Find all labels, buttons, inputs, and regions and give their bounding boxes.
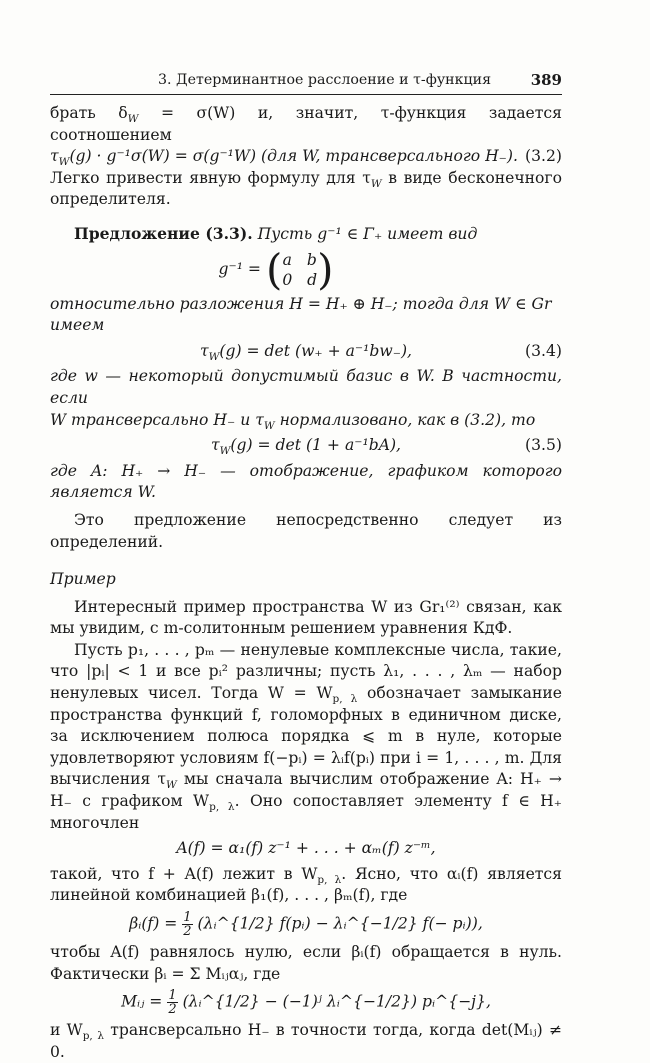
subscript: p, λ — [209, 801, 235, 814]
matrix-lhs: g⁻¹ = — [218, 259, 261, 278]
equation-M — [50, 989, 562, 1016]
subscript: p, λ — [82, 1030, 105, 1043]
text: нормализовано, как в (3.2), то — [274, 410, 536, 429]
equation-3-5 — [50, 435, 562, 457]
page-number: 389 — [530, 71, 562, 89]
matrix — [282, 250, 317, 290]
equation-text: (g) = det (1 + a⁻¹bA), — [230, 436, 402, 455]
text: обозначает замыкание пространства функций f, голоморфных в единичном диске, за исключением полюса порядка ⩽ m в нуле, которые удовлетворяют условиям f(−pᵢ) = λᵢf(pᵢ) при i = 1, . . . , m. Для вычисления τ — [50, 684, 562, 789]
text: трансверсально H₋ в точности тогда, когда det(Mᵢⱼ) ≠ 0. — [50, 1021, 562, 1061]
equation-3-4 — [50, 341, 562, 363]
fraction-half — [167, 989, 177, 1016]
equation-beta — [50, 911, 562, 938]
text: Легко привести явную формулу для τ — [50, 168, 371, 187]
matrix-b: b — [306, 250, 317, 269]
text: . Оно сопоставляет элементу f ∈ H₊ многочлен — [50, 792, 562, 832]
text: в виде бесконечного определителя. — [50, 168, 562, 209]
fraction-half — [182, 911, 192, 938]
proposition-line-6: где A: H₊ → H₋ — отображение, графиком которого является W. — [50, 461, 562, 502]
equation-text: (g) = det (w₊ + a⁻¹bw₋), — [219, 341, 413, 360]
proposition-line-5 — [50, 410, 562, 432]
tau-symbol: τ — [50, 147, 59, 166]
matrix-equation: g⁻¹ = (a b 0 d) — [218, 244, 334, 294]
matrix-d: d — [307, 270, 318, 289]
text: и W — [50, 1021, 83, 1040]
matrix-c: 0 — [282, 270, 293, 289]
matrix-a: a — [282, 250, 292, 269]
proposition-label: Предложение (3.3). — [74, 223, 253, 243]
subscript: W — [370, 177, 382, 190]
text: Пусть p₁, . . . , pₘ — ненулевые комплексные числа, такие, что |pᵢ| < 1 и все pᵢ² различны; пусть λ₁, . . . , λₘ — набор ненулевых чисел. Тогда W = W — [50, 640, 562, 703]
tau-symbol: τ — [199, 341, 209, 360]
subscript: W — [166, 779, 177, 792]
proposition-statement — [50, 223, 562, 246]
paragraph-1 — [50, 103, 562, 146]
denominator: 2 — [168, 1002, 177, 1018]
equation-3-2 — [50, 146, 562, 168]
proposition-intro: Пусть g⁻¹ ∈ Γ₊ имеет вид — [257, 224, 478, 243]
proposition-line-4: где w — некоторый допустимый базис в W. В частности, если — [50, 367, 562, 407]
equation-text: (g) · g⁻¹σ(W) = σ(g⁻¹W) (для W, трансверсального H₋). — [69, 147, 518, 166]
numerator: 1 — [168, 988, 177, 1004]
example-paragraph-3 — [50, 864, 562, 907]
paragraph-2 — [50, 168, 562, 211]
example-heading: Пример — [50, 570, 116, 589]
text: . Ясно, что αᵢ(f) является линейной комбинацией β₁(f), . . . , βₘ(f), где — [50, 864, 562, 905]
equation-A: A(f) = α₁(f) z⁻¹ + . . . + αₘ(f) z⁻ᵐ, — [176, 839, 436, 858]
denominator: 2 — [183, 924, 192, 939]
equation-rest: (λᵢ^{1/2} f(pᵢ) − λᵢ^{−1/2} f(− pᵢ)), — [197, 914, 483, 933]
subscript: W — [219, 445, 231, 458]
equation-lhs: βᵢ(f) = — [129, 914, 178, 933]
example-paragraph-1: Интересный пример пространства W из Gr₁⁽²⁾ связан, как мы увидим, с m-солитонным решением уравнения КдФ. — [50, 597, 562, 638]
equation-number: (3.2) — [525, 147, 562, 166]
subscript: W — [127, 113, 139, 126]
text: мы сначала вычислим отображение A: H₊ → H₋ с графиком W — [50, 770, 562, 811]
text: W трансверсально H₋ и τ — [50, 410, 264, 429]
subscript: W — [263, 419, 275, 432]
tau-symbol: τ — [210, 436, 220, 455]
equation-number: (3.5) — [525, 436, 562, 455]
subscript: W — [208, 350, 220, 363]
subscript: W — [58, 156, 70, 169]
equation-number: (3.4) — [525, 341, 562, 360]
example-paragraph-2 — [50, 640, 562, 834]
numerator: 1 — [183, 910, 192, 925]
proposition-line-3: имеем — [50, 316, 105, 335]
text: такой, что f + A(f) лежит в W — [50, 864, 318, 883]
equation-rest: (λᵢ^{1/2} − (−1)ʲ λᵢ^{−1/2}) pᵢ^{−j}, — [182, 992, 491, 1011]
proposition-line-2: относительно разложения H = H₊ ⊕ H₋; тогда для W ∈ Gr — [50, 294, 552, 313]
example-paragraph-5 — [50, 1020, 562, 1063]
equation-lhs: Mᵢⱼ = — [121, 992, 163, 1011]
running-title: 3. Детерминантное расслоение и τ-функция — [158, 72, 492, 88]
subscript: p, λ — [332, 693, 358, 706]
paragraph-3: Это предложение непосредственно следует из определений. — [50, 510, 562, 551]
running-header — [50, 68, 562, 95]
text: = σ(W) и, значит, τ-функция задается соотношением — [50, 104, 562, 144]
example-paragraph-4: чтобы A(f) равнялось нулю, если βᵢ(f) обращается в нуль. Фактически βᵢ = Σ Mᵢⱼαⱼ, где — [50, 943, 562, 983]
text: брать δ — [50, 104, 128, 122]
page-body — [50, 103, 562, 1063]
subscript: p, λ — [317, 873, 342, 886]
